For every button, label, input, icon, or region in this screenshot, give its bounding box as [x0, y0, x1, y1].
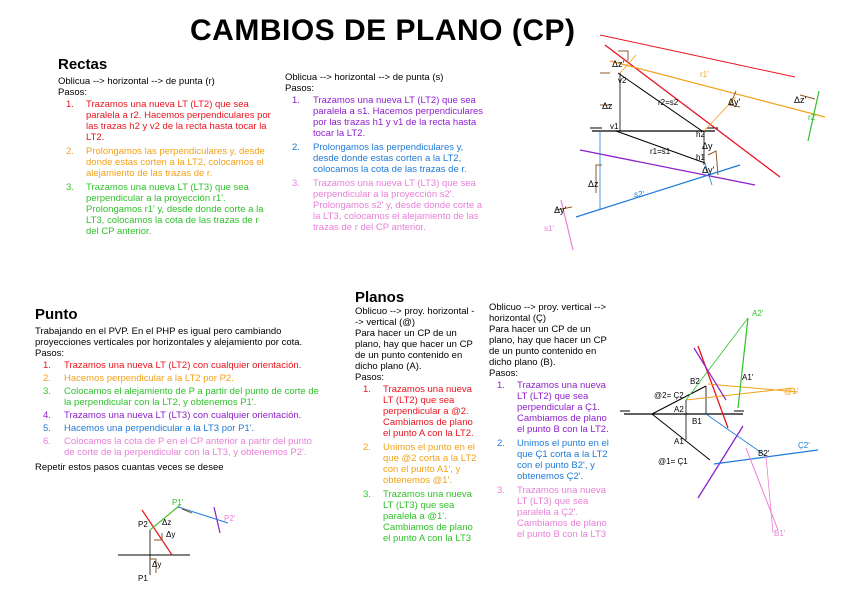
planos-a-intro: Para hacer un CP de un plano, hay que hacer un CP de un punto contenido en dicho plano (A).	[355, 328, 473, 372]
page-title: CAMBIOS DE PLANO (CP)	[190, 14, 576, 47]
label-c2p: Ç2'	[798, 441, 810, 450]
planos-b-subtitle: Oblicuo --> proy. vertical --> horizontal (Ç)	[489, 302, 607, 324]
red-ext	[600, 35, 795, 77]
label-dz2: Δz	[602, 101, 613, 111]
punto-intro: Trabajando en el PVP. En el PHP es igual pero cambiando proyecciones verticales por horizontales y alejamiento por cota.	[35, 326, 303, 348]
punto-section	[35, 306, 325, 473]
punto-heading: Punto	[35, 306, 78, 323]
list-item: 3. Trazamos una nueva LT (LT3) que sea paralela a Ç2'. Cambiamos de plano el punto B con la LT3	[497, 485, 607, 540]
purple-line	[694, 348, 726, 400]
list-item: 3. Trazamos una nueva LT (LT3) que sea paralela a @1'. Cambiamos de plano el punto A con la LT3	[363, 489, 473, 544]
punto-pasos: Pasos:	[35, 348, 65, 359]
pink-line	[766, 456, 773, 533]
green-link	[686, 318, 748, 400]
label-dz1: Δz'	[612, 59, 625, 69]
label-b1p: B1'	[774, 529, 786, 538]
planos-heading: Planos	[355, 289, 405, 306]
label-p2p: P2'	[224, 514, 236, 523]
label-s1p: s1'	[544, 224, 554, 233]
list-item: 5. Hacemos una perpendicular a la LT3 por P1'.	[43, 423, 255, 434]
lt2-red	[698, 346, 728, 428]
label-dy1: Δy	[166, 530, 176, 539]
label-dy3: Δy'	[702, 165, 715, 175]
label-a1: A1	[674, 437, 684, 446]
list-item: 6. Colocamos la cota de P en el CP anterior a partir del punto de corte de la perpendicular con la LT3, y obtenemos P2'.	[43, 436, 312, 458]
label-a2: A2	[674, 405, 684, 414]
planos-b-intro: Para hacer un CP de un plano, hay que hacer un CP de un punto contenido en dicho plano (B).	[489, 324, 607, 368]
list-item: 1. Trazamos una nueva LT (LT2) que sea perpendicular a @2. Cambiamos de plano el punto A con la LT2.	[363, 384, 474, 439]
rectas-s-pasos: Pasos:	[285, 83, 315, 94]
label-b2: B2	[690, 377, 700, 386]
label-p1: P1	[138, 574, 148, 583]
label-v1: v1	[610, 122, 619, 131]
planos-a-section	[355, 306, 477, 546]
list-item: 4. Trazamos una nueva LT (LT3) con cualquier orientación.	[43, 410, 302, 421]
rectas-s-steps	[285, 95, 490, 233]
label-at1p: @1'	[784, 387, 799, 396]
planos-b-steps	[489, 380, 613, 540]
rectas-r-steps	[58, 99, 273, 237]
label-h2: h2	[696, 130, 705, 139]
label-at1c1: @1= Ç1	[658, 457, 688, 466]
rectas-diagram	[540, 25, 840, 250]
label-dz: Δz	[162, 518, 172, 527]
perp-blue	[706, 414, 766, 456]
planos-a-pasos: Pasos:	[355, 372, 385, 383]
list-item: 3. Trazamos una nueva LT (LT3) que sea perpendicular a la proyección r1'. Prolongamos r1' y, desde donde corte a la LT3, colocamos la cota de las trazas de r del CP anterior.	[66, 182, 264, 237]
label-dy1: Δy'	[728, 97, 741, 107]
s2p-line	[576, 165, 740, 217]
list-item: 2. Hacemos perpendicular a la LT2 por P2.	[43, 373, 234, 384]
perp-blue	[178, 507, 228, 523]
rectas-s-section	[285, 72, 490, 235]
planos-diagram	[618, 308, 843, 558]
r1p-line	[610, 61, 825, 117]
punto-diagram	[110, 495, 250, 585]
label-v2: v2	[618, 76, 627, 85]
lt3-green	[738, 318, 748, 408]
label-a1p: A1'	[742, 373, 754, 382]
rectas-s-subtitle: Oblicua --> horizontal --> de punta (s)	[285, 72, 444, 83]
label-r1p: r1'	[700, 70, 709, 79]
planos-a-subtitle: Oblicuo --> proy. horizontal --> vertical (@)	[355, 306, 475, 328]
label-s2p: s2'	[634, 190, 644, 199]
list-item: 1. Trazamos una nueva LT (LT2) que sea perpendicular a Ç1. Cambiamos de plano el punto B con la LT2.	[497, 380, 609, 435]
list-item: 2. Prolongamos las perpendiculares y, desde donde estas corten a la LT2, colocamos la cota de las trazas de r.	[292, 142, 467, 175]
label-r2s2: r2=s2	[658, 98, 679, 107]
label-dy4: Δy'	[554, 205, 567, 215]
list-item: 2. Unimos el punto en el que Ç1 corta a la LT2 con el punto B2', y obtenemos Ç2'.	[497, 438, 609, 482]
rectas-heading: Rectas	[58, 56, 108, 73]
list-item: 1. Trazamos una nueva LT (LT2) que sea paralela a s1. Hacemos perpendiculares por las trazas h1 y v1 de la recta hasta tocar la LT2.	[292, 95, 484, 139]
list-item: 2. Prolongamos las perpendiculares y, desde donde estas corten a la LT2, colocamos el alejamiento de las trazas de r.	[66, 146, 265, 179]
label-a2p: A2'	[752, 309, 764, 318]
label-p1p: P1'	[172, 498, 184, 507]
label-dy2: Δy	[152, 560, 162, 569]
punto-footer: Repetir estos pasos cuantas veces se desee	[35, 462, 224, 473]
rectas-r-subtitle: Oblicua --> horizontal --> de punta (r)	[58, 76, 215, 87]
planos-b-section	[489, 302, 613, 542]
label-b1: B1	[692, 417, 702, 426]
lt2-red	[605, 45, 780, 177]
label-at2c2: @2= Ç2	[654, 391, 684, 400]
label-dz3: Δz'	[794, 95, 807, 105]
list-item: 1. Trazamos una nueva LT (LT2) que sea paralela a r2. Hacemos perpendiculares por las trazas h2 y v2 de la recta hasta tocar la LT2.	[66, 99, 271, 143]
lt2-purple	[698, 426, 743, 498]
label-p2: P2	[138, 520, 148, 529]
label-r1s1: r1=s1	[650, 147, 671, 156]
label-r2p: r2'	[808, 113, 817, 122]
list-item: 3. Trazamos una nueva LT (LT3) que sea perpendicular a la proyección s2'. Prolongamos s2' y, desde donde corte a la LT3, colocamos el alejamiento de las trazas de r del CP anterior.	[292, 178, 483, 233]
list-item: 1. Trazamos una nueva LT (LT2) con cualquier orientación.	[43, 360, 302, 371]
planos-b-pasos: Pasos:	[489, 368, 519, 379]
punto-steps	[35, 360, 325, 458]
label-b2p: B2'	[758, 449, 770, 458]
label-dz4: Δz	[588, 179, 599, 189]
planos-a-steps	[355, 384, 477, 544]
rectas-r-pasos: Pasos:	[58, 87, 88, 98]
list-item: 3. Colocamos el alejamiento de P a partir del punto de corte de la perpendicular con la LT2, y obtenemos P1'.	[43, 386, 319, 408]
lt3-pink	[746, 448, 778, 530]
label-dy2: Δy	[702, 141, 713, 151]
label-h1: h1	[696, 153, 705, 162]
rectas-section	[58, 56, 273, 239]
list-item: 2. Unimos el punto en el que @2 corta a la LT2 con el punto A1', y obtenemos @1'.	[363, 442, 477, 486]
